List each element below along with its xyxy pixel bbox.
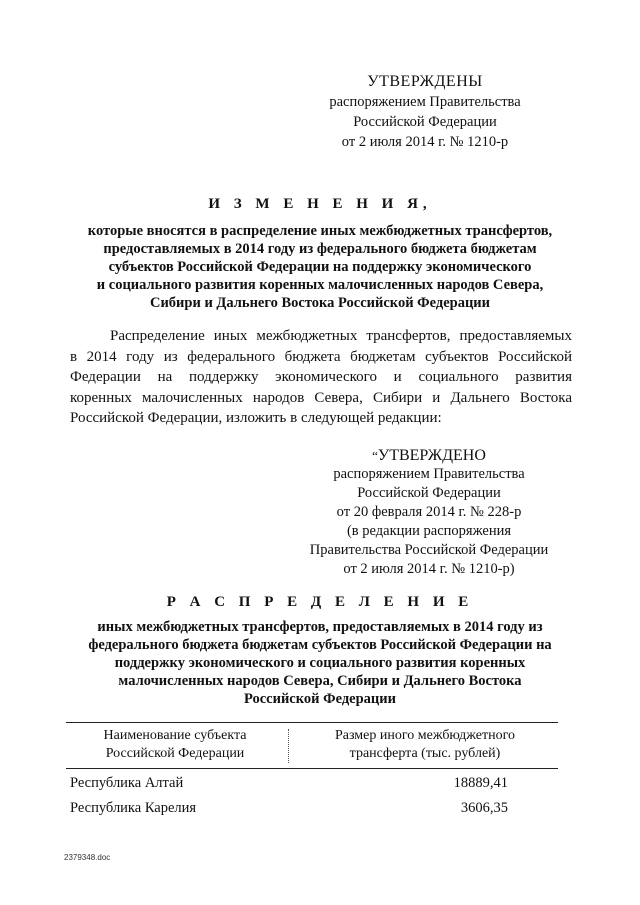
- table-top-rule: [66, 722, 558, 723]
- approval2-line: от 2 июля 2014 г. № 1210-р): [343, 561, 515, 577]
- opening-quote: “: [372, 448, 378, 463]
- table-row: [70, 772, 558, 794]
- changes-title: И З М Е Н Е Н И Я,: [208, 196, 432, 212]
- changes-subtitle-line: и социального развития коренных малочисленных народов Севера,: [96, 277, 544, 293]
- approval-block-2: [295, 446, 563, 579]
- approval2-line: распоряжением Правительства: [333, 466, 525, 482]
- approval-heading: УТВЕРЖДЕНЫ: [367, 73, 483, 90]
- paragraph-line: Российской Федерации, изложить в следующей редакции:: [70, 410, 442, 426]
- transfer-amount: 18889,41: [453, 775, 508, 791]
- changes-subtitle-line: которые вносятся в распределение иных межбюджетных трансфертов,: [87, 223, 553, 239]
- table-header-rule: [66, 768, 558, 769]
- approval-block: [300, 72, 550, 152]
- distribution-title: Р А С П Р Е Д Е Л Е Н И Е: [166, 594, 474, 610]
- approval2-line: от 20 февраля 2014 г. № 228-р: [336, 504, 522, 520]
- distribution-subtitle-line: иных межбюджетных трансфертов, предоставляемых в 2014 году из: [97, 619, 543, 635]
- column-header-amount-line: Размер иного межбюджетного: [334, 728, 516, 743]
- approval-line: распоряжением Правительства: [329, 94, 521, 110]
- changes-subtitle-line: предоставляемых в 2014 году из федерального бюджета бюджетам: [103, 241, 537, 257]
- paragraph-line: в 2014 году из федерального бюджета бюджетам субъектов Российской: [70, 348, 572, 365]
- column-header-subject: [66, 727, 284, 763]
- distribution-subtitle-line: поддержку экономического и социального развития коренных: [114, 655, 526, 671]
- changes-subtitle-line: Сибири и Дальнего Востока Российской Федерации: [149, 295, 491, 311]
- region-name: Республика Карелия: [70, 800, 197, 816]
- approval2-heading-text: УТВЕРЖДЕНО: [377, 447, 486, 464]
- changes-subtitle: [60, 222, 580, 312]
- approval2-line: Правительства Российской Федерации: [309, 542, 549, 558]
- document-file-id: 2379348.doc: [64, 853, 111, 862]
- approval2-line: Российской Федерации: [357, 485, 501, 501]
- approval2-heading: [295, 446, 563, 465]
- approval-line: Российской Федерации: [353, 114, 497, 130]
- column-header-subject-line: Российской Федерации: [105, 746, 245, 761]
- region-name: Республика Алтай: [70, 775, 184, 791]
- approval2-line: (в редакции распоряжения: [346, 523, 512, 539]
- column-header-subject-line: Наименование субъекта: [103, 728, 247, 743]
- distribution-subtitle-line: малочисленных народов Севера, Сибири и Дальнего Востока: [118, 673, 522, 689]
- paragraph-line: Федерации на поддержку экономического и социального развития: [70, 369, 572, 385]
- column-header-amount: [292, 727, 558, 763]
- paragraph-line: Распределение иных межбюджетных трансфертов, предоставляемых: [110, 328, 572, 344]
- changes-subtitle-line: субъектов Российской Федерации на поддержку экономического: [108, 259, 532, 275]
- table-row: [70, 797, 558, 819]
- approval-line: от 2 июля 2014 г. № 1210-р: [341, 134, 509, 150]
- table-header: [66, 727, 558, 767]
- column-divider: [288, 729, 289, 763]
- distribution-subtitle-line: Российской Федерации: [243, 691, 396, 707]
- transfer-amount: 3606,35: [460, 800, 508, 816]
- column-header-amount-line: трансферта (тыс. рублей): [349, 746, 501, 761]
- distribution-subtitle-line: федерального бюджета бюджетам субъектов Российской Федерации на: [88, 637, 552, 653]
- paragraph-line: коренных малочисленных народов Севера, Сибири и Дальнего Востока: [70, 389, 572, 406]
- distribution-subtitle: [60, 618, 580, 708]
- body-paragraph: [70, 326, 572, 429]
